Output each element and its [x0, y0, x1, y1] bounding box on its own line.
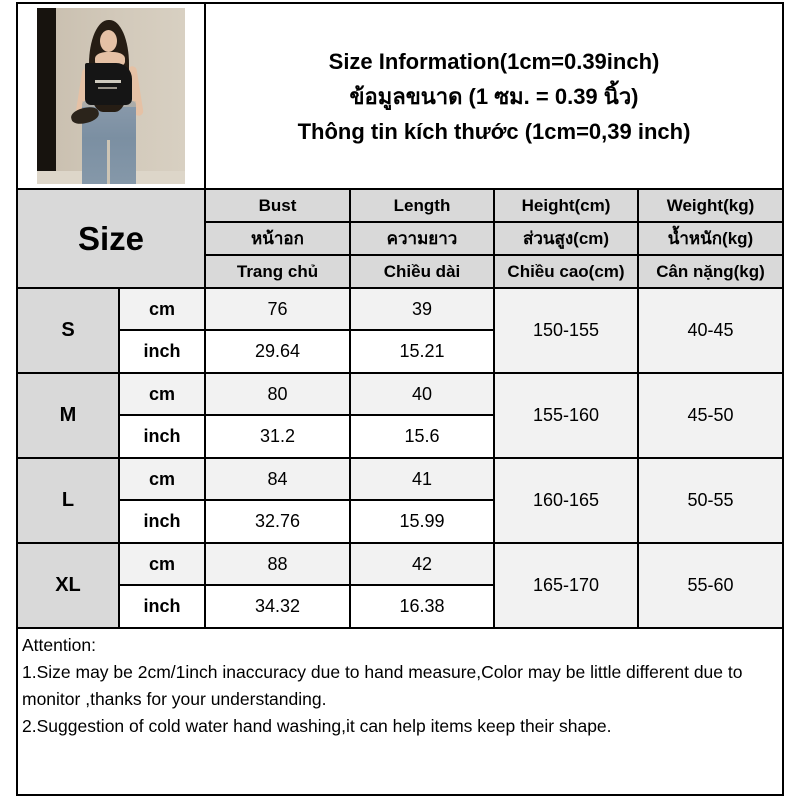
header-length-en: Length [351, 190, 493, 221]
model-jeans-seam [107, 140, 110, 184]
row-xl-cm-length: 42 [351, 544, 493, 584]
row-m-size: M [18, 374, 118, 457]
row-m-unit-inch: inch [120, 416, 204, 457]
header-bust-vi: Trang chủ [206, 256, 349, 287]
photo-doorway [37, 8, 56, 171]
row-s-height: 150-155 [495, 289, 637, 372]
attention-block [18, 629, 782, 794]
row-xl-weight: 55-60 [639, 544, 782, 627]
attention-heading: Attention: [22, 635, 96, 655]
row-xl-height: 165-170 [495, 544, 637, 627]
title-thai: ข้อมูลขนาด (1 ซม. = 0.39 นิ้ว) [349, 83, 639, 109]
header-length-th: ความยาว [351, 223, 493, 254]
row-l-cm-bust: 84 [206, 459, 349, 499]
size-corner-label: Size [18, 190, 204, 287]
header-bust-en: Bust [206, 190, 349, 221]
row-l-inch-length: 15.99 [351, 501, 493, 542]
attention-note-1: 1.Size may be 2cm/1inch inaccuracy due to hand measure,Color may be little different due to monitor ,thanks for your understanding. [22, 662, 743, 709]
size-chart-grid [18, 4, 782, 794]
title-vietnamese: Thông tin kích thước (1cm=0,39 inch) [297, 118, 691, 144]
chart-frame [16, 2, 784, 796]
row-m-cm-bust: 80 [206, 374, 349, 414]
row-m-weight: 45-50 [639, 374, 782, 457]
header-weight-en: Weight(kg) [639, 190, 782, 221]
row-xl-inch-bust: 34.32 [206, 586, 349, 627]
model-top-graphic [95, 80, 121, 83]
row-s-size: S [18, 289, 118, 372]
row-xl-cm-bust: 88 [206, 544, 349, 584]
row-s-unit-cm: cm [120, 289, 204, 329]
row-s-inch-length: 15.21 [351, 331, 493, 372]
row-m-height: 155-160 [495, 374, 637, 457]
header-bust-th: หน้าอก [206, 223, 349, 254]
product-photo-cell [18, 4, 204, 188]
row-s-unit-inch: inch [120, 331, 204, 372]
row-xl-size: XL [18, 544, 118, 627]
row-s-cm-bust: 76 [206, 289, 349, 329]
product-photo [37, 8, 185, 184]
row-l-unit-inch: inch [120, 501, 204, 542]
row-xl-unit-inch: inch [120, 586, 204, 627]
row-l-height: 160-165 [495, 459, 637, 542]
row-m-unit-cm: cm [120, 374, 204, 414]
header-height-en: Height(cm) [495, 190, 637, 221]
row-l-cm-length: 41 [351, 459, 493, 499]
header-weight-vi: Cân nặng(kg) [639, 256, 782, 287]
title-english: Size Information(1cm=0.39inch) [328, 48, 660, 74]
model-top-graphic-2 [98, 87, 117, 89]
row-m-inch-bust: 31.2 [206, 416, 349, 457]
attention-note-2: 2.Suggestion of cold water hand washing,it can help items keep their shape. [22, 716, 612, 736]
row-s-inch-bust: 29.64 [206, 331, 349, 372]
row-xl-inch-length: 16.38 [351, 586, 493, 627]
header-height-th: ส่วนสูง(cm) [495, 223, 637, 254]
row-m-inch-length: 15.6 [351, 416, 493, 457]
row-l-unit-cm: cm [120, 459, 204, 499]
model-face [100, 30, 117, 52]
model-black-top [85, 63, 132, 105]
row-l-inch-bust: 32.76 [206, 501, 349, 542]
row-m-cm-length: 40 [351, 374, 493, 414]
title-block [206, 4, 782, 188]
row-s-weight: 40-45 [639, 289, 782, 372]
header-weight-th: น้ำหนัก(kg) [639, 223, 782, 254]
row-l-size: L [18, 459, 118, 542]
header-length-vi: Chiều dài [351, 256, 493, 287]
row-l-weight: 50-55 [639, 459, 782, 542]
header-height-vi: Chiều cao(cm) [495, 256, 637, 287]
row-s-cm-length: 39 [351, 289, 493, 329]
row-xl-unit-cm: cm [120, 544, 204, 584]
